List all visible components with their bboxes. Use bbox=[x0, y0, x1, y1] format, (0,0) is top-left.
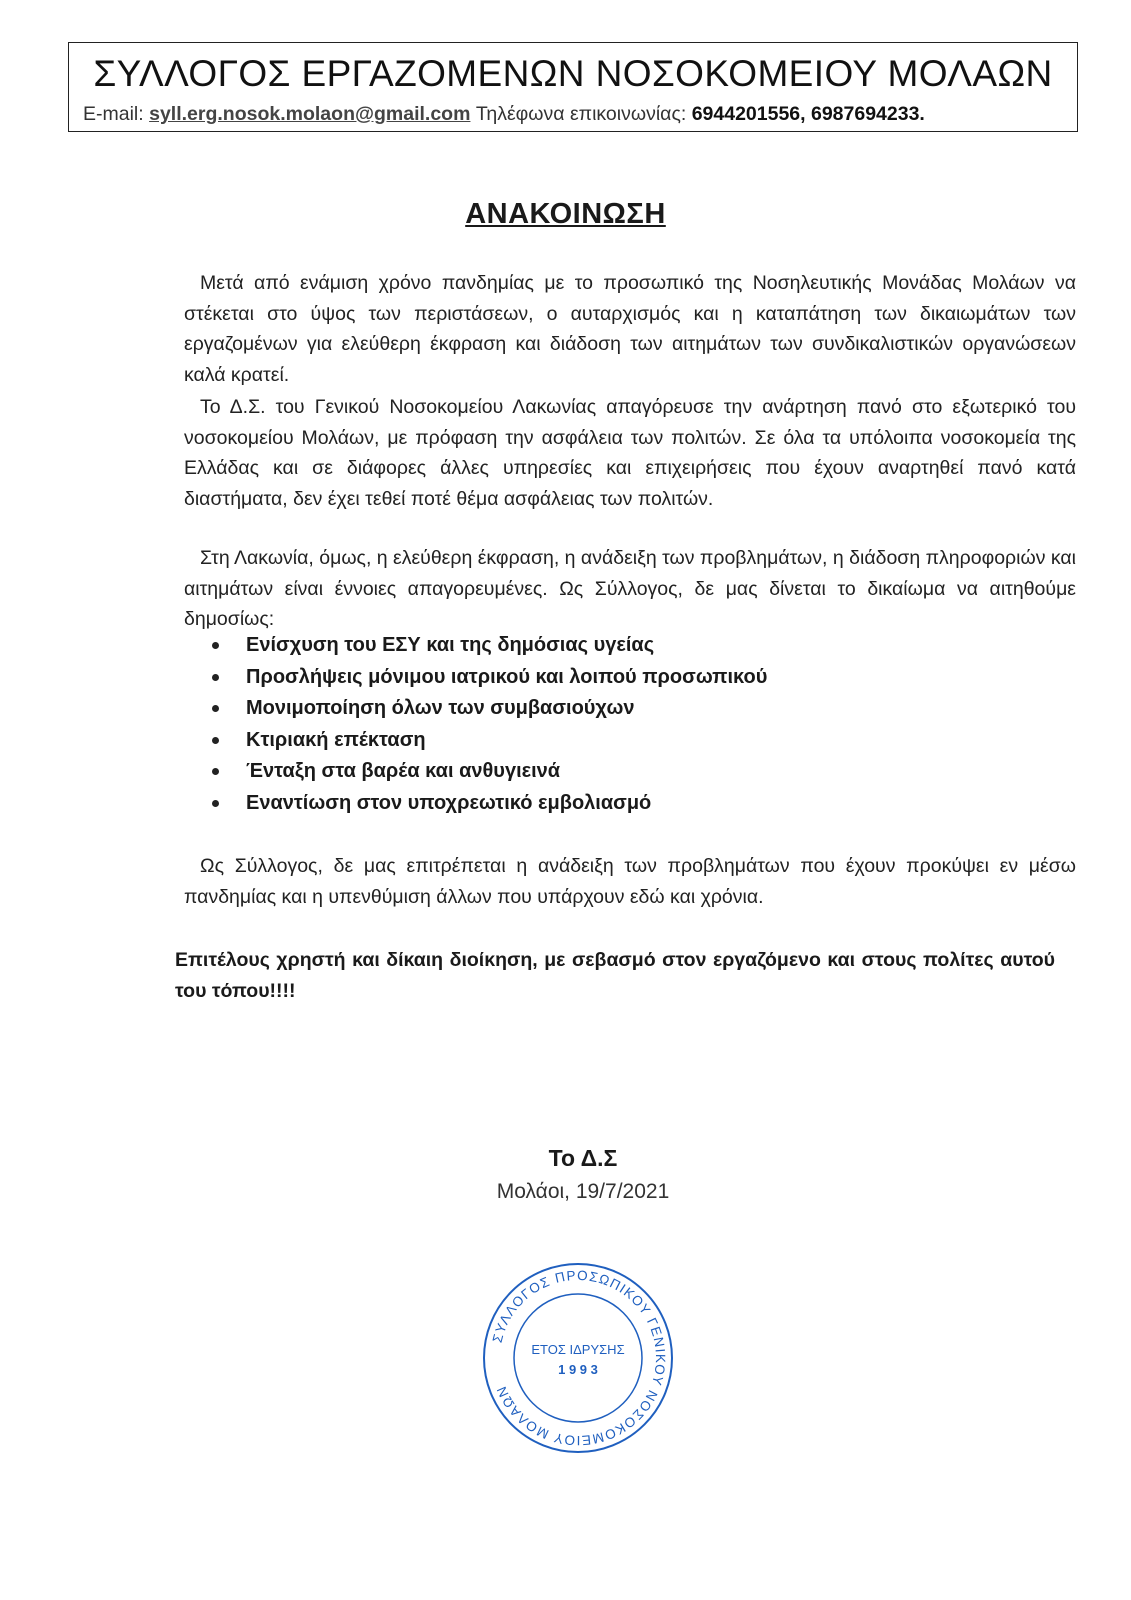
bullet-icon bbox=[212, 674, 219, 681]
demand-text: Ενίσχυση του ΕΣΥ και της δημόσιας υγείας bbox=[246, 634, 655, 656]
stamp-inner-ring bbox=[514, 1294, 642, 1422]
stamp-outer-ring bbox=[484, 1264, 672, 1452]
paragraph-intro: Μετά από ενάμιση χρόνο πανδημίας με το προσωπικό της Νοσηλευτικής Μονάδας Μολάων να στέκεται στο ύψος των περιστάσεων, ο αυταρχισμός και η καταπάτηση των δικαιωμάτων των εργαζομένων για ελεύθερη έκφραση και διάδοση των αιτημάτων των συνδικαλιστικών οργανώσεων καλά κρατεί. bbox=[184, 272, 1076, 386]
association-stamp bbox=[478, 1258, 678, 1458]
paragraph-problems: Ως Σύλλογος, δε μας επιτρέπεται η ανάδειξη των προβλημάτων που έχουν προκύψει εν μέσω πανδημίας και η υπενθύμιση άλλων που υπάρχουν εδώ και χρόνια. bbox=[184, 855, 1076, 908]
paragraph-laconia: Στη Λακωνία, όμως, η ελεύθερη έκφραση, η ανάδειξη των προβλημάτων, η διάδοση πληροφοριών και αιτημάτων είναι έννοιες απαγορευμένες. Ως Σύλλογος, δε μας δίνεται το δικαίωμα να αιτηθούμε δημοσίως: bbox=[184, 547, 1076, 630]
list-item bbox=[212, 788, 767, 820]
list-item bbox=[212, 725, 767, 757]
bullet-icon bbox=[212, 768, 219, 775]
stamp-year: 1 9 9 3 bbox=[558, 1362, 598, 1377]
demand-text: Προσλήψεις μόνιμου ιατρικού και λοιπού προσωπικού bbox=[246, 665, 768, 688]
demand-text: Μονιμοποίηση όλων των συμβασιούχων bbox=[246, 697, 635, 719]
paragraph-ban: Το Δ.Σ. του Γενικού Νοσοκομείου Λακωνίας απαγόρευσε την ανάρτηση πανό στο εξωτερικό του νοσοκομείου Μολάων, με πρόφαση την ασφάλεια των πολιτών. Σε όλα τα υπόλοιπα νοσοκομεία της Ελλάδας και σε διάφορες άλλες υπηρεσίες και επιχειρήσεις που έχουν αναρτηθεί πανό κατά διαστήματα, δεν έχει τεθεί ποτέ θέμα ασφάλειας των πολιτών. bbox=[184, 396, 1076, 510]
header-box bbox=[68, 42, 1078, 132]
contact-line bbox=[83, 103, 925, 126]
document-title: ΑΝΑΚΟΙΝΩΣΗ bbox=[465, 198, 666, 230]
email-link[interactable]: syll.erg.nosok.molaon@gmail.com bbox=[149, 103, 471, 125]
bullet-icon bbox=[212, 642, 219, 649]
demand-text: Κτιριακή επέκταση bbox=[246, 728, 426, 751]
list-item bbox=[212, 693, 767, 725]
bullet-icon bbox=[212, 800, 219, 807]
demand-text: Ένταξη στα βαρέα και ανθυγιεινά bbox=[246, 760, 561, 782]
email-label: E-mail: bbox=[83, 103, 144, 125]
signature-title: Το Δ.Σ bbox=[548, 1145, 618, 1171]
demand-text: Εναντίωση στον υποχρεωτικό εμβολιασμό bbox=[246, 791, 652, 814]
bullet-icon bbox=[212, 705, 219, 712]
phone-numbers: 6944201556, 6987694233. bbox=[691, 103, 925, 125]
list-item bbox=[212, 662, 767, 694]
demands-list bbox=[212, 630, 767, 819]
list-item bbox=[212, 756, 767, 788]
signature-place-date: Μολάοι, 19/7/2021 bbox=[496, 1180, 670, 1203]
organization-name: ΣΥΛΛΟΓΟΣ ΕΡΓΑΖΟΜΕΝΩΝ ΝΟΣΟΚΟΜΕΙΟΥ ΜΟΛΑΩΝ bbox=[93, 53, 1053, 94]
stamp-ring-text: ΣΥΛΛΟΓΟΣ ΠΡΟΣΩΠΙΚΟΥ ΓΕΝΙΚΟΥ ΝΟΣΟΚΟΜΕΙΟΥ ΜΟΛΑΩΝ bbox=[489, 1267, 669, 1449]
list-item bbox=[212, 630, 767, 662]
bullet-icon bbox=[212, 737, 219, 744]
phone-label: Τηλέφωνα επικοινωνίας: bbox=[475, 103, 687, 125]
stamp-center-label: ΕΤΟΣ ΙΔΡΥΣΗΣ bbox=[531, 1342, 625, 1357]
closing-statement: Επιτέλους χρηστή και δίκαιη διοίκηση, με σεβασμό στον εργαζόμενο και στους πολίτες αυτού του τόπου!!!! bbox=[175, 949, 1055, 1002]
